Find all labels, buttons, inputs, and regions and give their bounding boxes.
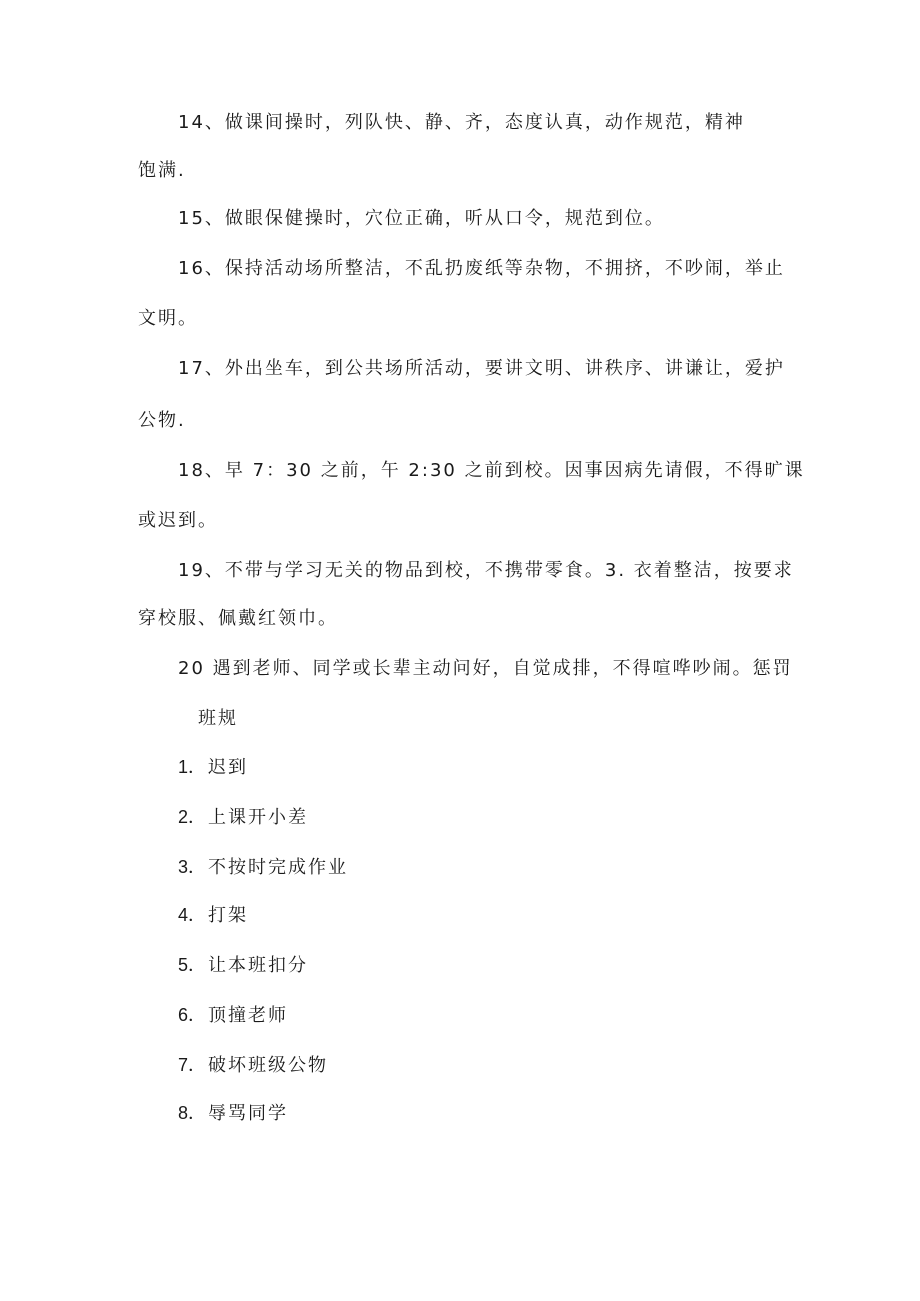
penalty-number: 1 [178,757,189,777]
penalty-number: 4 [178,905,189,925]
rule-20-line1: 20 遇到老师、同学或长辈主动问好，自觉成排，不得喧哗吵闹。惩罚 [178,658,793,679]
penalty-number: 6 [178,1005,189,1025]
rule-14-line1: 14、做课间操时，列队快、静、齐，态度认真，动作规范，精神 [178,112,745,133]
penalty-text: ．破坏班级公物 [188,1055,329,1076]
penalty-text: ．顶撞老师 [188,1005,289,1026]
penalty-text: ．打架 [188,905,249,926]
rule-17-line2: 公物. [138,410,186,431]
rule-18-line2: 或迟到。 [138,510,218,531]
penalty-item [178,854,348,881]
rule-19-line2: 穿校服、佩戴红领巾。 [138,608,338,629]
penalty-item [178,754,248,781]
penalty-number: 5 [178,955,189,975]
rule-15-line1: 15、做眼保健操时，穴位正确，听从口令，规范到位。 [178,208,665,229]
penalty-item [178,1052,328,1079]
rule-19-line1: 19、不带与学习无关的物品到校，不携带零食。3. 衣着整洁，按要求 [178,560,794,581]
penalty-item [178,1002,288,1029]
penalty-text: ．上课开小差 [188,807,309,828]
rule-18-line1: 18、早 7：30 之前，午 2:30 之前到校。因事因病先请假，不得旷课 [178,460,805,481]
penalty-text: ．让本班扣分 [188,955,309,976]
penalty-item [178,902,248,929]
rule-16-line2: 文明。 [138,308,198,329]
rule-17-line1: 17、外出坐车，到公共场所活动，要讲文明、讲秩序、讲谦让，爱护 [178,358,785,379]
penalty-number: 3 [178,857,189,877]
penalty-number: 7 [178,1055,189,1075]
penalty-number: 2 [178,807,189,827]
penalty-text: ．不按时完成作业 [188,857,349,878]
rule-16-line1: 16、保持活动场所整洁，不乱扔废纸等杂物，不拥挤，不吵闹，举止 [178,258,785,279]
penalty-item [178,1100,288,1127]
penalty-text: ．辱骂同学 [188,1103,289,1124]
penalty-item [178,952,308,979]
penalty-text: ．迟到 [188,757,249,778]
rule-14-line2: 饱满. [138,160,186,181]
penalty-item [178,804,308,831]
penalty-title: 班规 [198,708,238,729]
penalty-number: 8 [178,1103,189,1123]
